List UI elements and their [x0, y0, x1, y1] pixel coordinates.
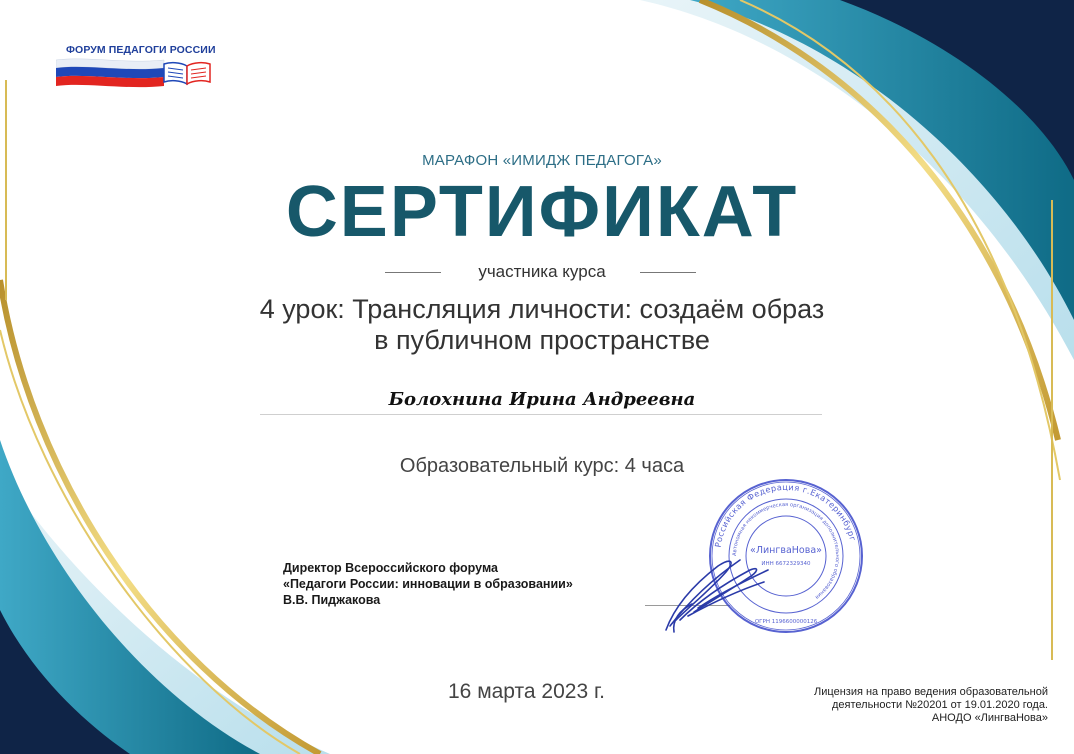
stamp-ogrn-text: ОГРН 1196600000126: [754, 619, 818, 625]
russian-flag-icon: [56, 56, 166, 90]
forum-logo: [56, 42, 216, 92]
certificate-subtitle: участника курса: [478, 262, 606, 281]
course-hours: Образовательный курс: 4 часа: [399, 455, 685, 477]
marathon-heading: МАРАФОН «ИМИДЖ ПЕДАГОГА»: [422, 152, 662, 169]
course-title-line-1: 4 урок: Трансляция личности: создаём образ: [259, 294, 825, 324]
course-title-line-2: в публичном пространстве: [374, 325, 710, 355]
open-book-icon: [162, 56, 212, 86]
recipient-name: Болохнина Ирина Андреевна: [388, 389, 696, 410]
license-line-2: деятельности №20201 от 19.01.2020 года.: [831, 699, 1048, 711]
signatory-line-1: Директор Всероссийского форума: [283, 561, 498, 575]
stamp-center-text: «ЛингваНова»: [750, 545, 822, 556]
license-info: [740, 686, 1048, 725]
issue-date: 16 марта 2023 г.: [448, 680, 605, 703]
stamp-inner-text: Автономная некоммерческая организация дополнительного образования: [731, 501, 841, 600]
signatory-line-3: В.В. Пиджакова: [283, 593, 381, 607]
course-title: [140, 294, 944, 356]
stamp-inn-text: ИНН 6672329340: [761, 561, 811, 567]
signatory-block: [283, 560, 573, 608]
license-line-1: Лицензия на право ведения образовательной: [814, 686, 1048, 698]
certificate-title: СЕРТИФИКАТ: [285, 172, 799, 252]
recipient-underline: [260, 414, 822, 415]
license-line-3: АНОДО «ЛингваНова»: [931, 712, 1048, 724]
signatory-line-2: «Педагоги России: инновации в образовании»: [283, 577, 573, 591]
logo-text: ФОРУМ ПЕДАГОГИ РОССИИ: [66, 44, 216, 56]
handwritten-signature: [640, 520, 790, 640]
subtitle-right-rule: [640, 272, 696, 273]
stamp-ring-text: Российская Федерация г.Екатеринбург: [712, 481, 859, 549]
